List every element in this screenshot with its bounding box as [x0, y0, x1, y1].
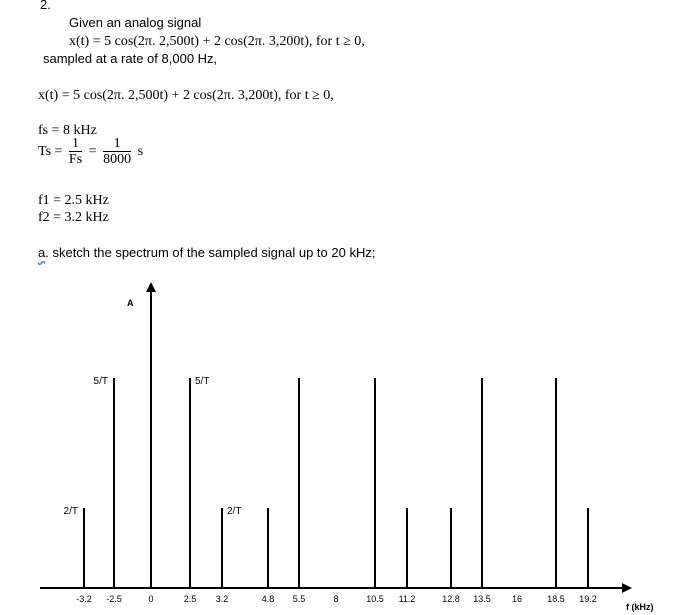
ts-lhs: Ts =	[38, 144, 63, 160]
tick-label: 12.8	[442, 594, 460, 604]
tick-label: 16	[511, 594, 523, 604]
fs-equation: fs = 8 kHz	[38, 123, 97, 138]
tick-label: 3.2	[215, 594, 229, 604]
tick-label: 2.5	[183, 594, 197, 604]
tick-label: 0	[148, 594, 154, 604]
tick-label: 8	[333, 594, 339, 604]
signal-equation-1: x(t) = 5 cos(2π. 2,500t) + 2 cos(2π. 3,200t), for t ≥ 0,	[69, 34, 365, 49]
f2-equation: f2 = 3.2 kHz	[38, 210, 109, 225]
ts-frac1-den: Fs	[68, 152, 83, 167]
tick-label: 19.2	[579, 594, 597, 604]
tick-label: 13.5	[473, 594, 491, 604]
tick-label: 10.5	[366, 594, 384, 604]
part-a-letter: a	[38, 245, 46, 260]
amplitude-label: 5/T	[93, 376, 108, 387]
tick-label: 5.5	[292, 594, 306, 604]
ts-unit: s	[137, 144, 144, 160]
ts-frac1-num: 1	[69, 137, 82, 152]
tick-label: 18.5	[547, 594, 565, 604]
ts-equation	[38, 137, 143, 167]
x-axis-label: f (kHz)	[626, 602, 654, 612]
amplitude-label: 2/T	[227, 506, 242, 517]
tick-label: -2.5	[106, 594, 122, 604]
signal-equation-2: x(t) = 5 cos(2π. 2,500t) + 2 cos(2π. 3,200t), for t ≥ 0,	[38, 88, 334, 103]
spectrum-chart	[0, 270, 679, 615]
part-a-question	[38, 245, 375, 260]
amplitude-label: 5/T	[195, 376, 210, 387]
amplitude-label: 2/T	[63, 506, 78, 517]
tick-label: 4.8	[261, 594, 275, 604]
ts-equals: =	[88, 144, 97, 160]
sampling-rate-text: sampled at a rate of 8,000 Hz,	[43, 51, 218, 66]
question-number: 2.	[40, 0, 51, 12]
tick-label: 11.2	[398, 594, 416, 604]
f1-equation: f1 = 2.5 kHz	[38, 193, 109, 208]
ts-frac2-num: 1	[103, 137, 131, 152]
intro-text: Given an analog signal	[69, 15, 202, 30]
tick-label: -3.2	[76, 594, 92, 604]
y-axis-label: A	[127, 298, 134, 308]
ts-fraction-1	[69, 137, 82, 167]
ts-frac2-den: 8000	[103, 152, 132, 167]
ts-fraction-2	[103, 137, 131, 167]
part-a-text: . sketch the spectrum of the sampled signal up to 20 kHz;	[45, 245, 376, 260]
